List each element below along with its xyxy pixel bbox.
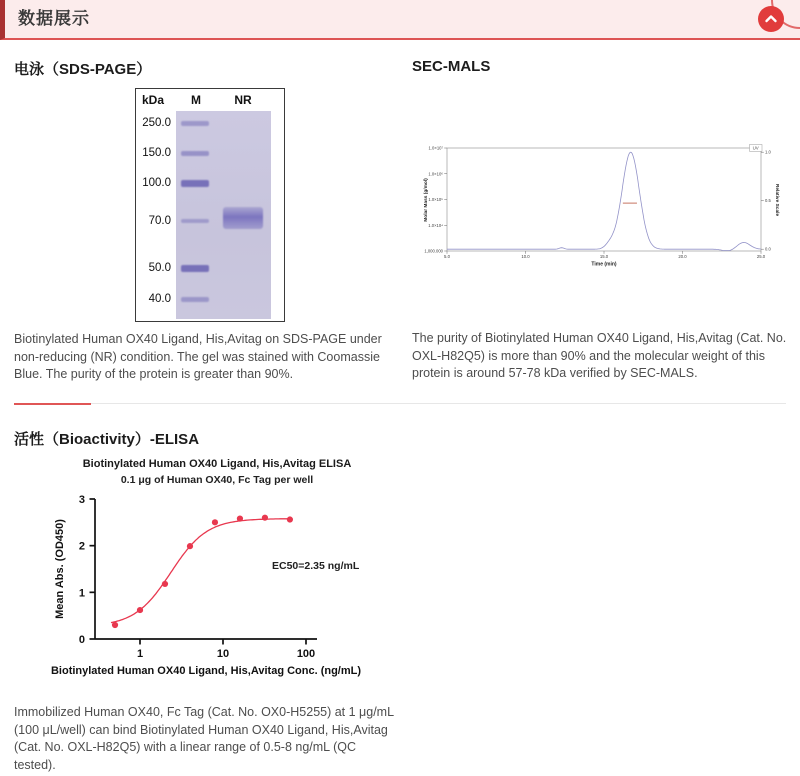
elisa-chart — [30, 488, 370, 683]
elisa-data-point — [237, 516, 243, 522]
svg-text:UV: UV — [752, 145, 759, 151]
section-divider-accent — [14, 403, 91, 405]
gel-unit-label: kDa — [142, 93, 165, 107]
x-axis-title: Biotinylated Human OX40 Ligand, His,Avitag Conc. (ng/mL) — [50, 665, 362, 677]
chevron-up-icon — [762, 10, 780, 28]
x-axis-title: Time (min) — [591, 261, 617, 268]
svg-text:25.0: 25.0 — [756, 253, 766, 259]
gel-marker-band — [181, 151, 209, 156]
section-title-sds-page: 电泳（SDS-PAGE） — [14, 61, 152, 78]
gel-marker-label: 150.0 — [142, 147, 171, 159]
svg-text:3: 3 — [78, 494, 85, 506]
y-axis-title: Mean Abs. (OD450) — [54, 519, 66, 619]
section-divider — [91, 403, 786, 404]
svg-text:1.0×10⁴: 1.0×10⁴ — [428, 222, 443, 228]
elisa-figure — [30, 456, 370, 686]
gel-marker-band — [181, 121, 209, 126]
svg-text:1.0×10⁶: 1.0×10⁶ — [428, 171, 443, 177]
sec-mals-chart — [420, 125, 790, 275]
right-axis-title: Relative Scale — [774, 183, 779, 217]
gel-lane-label-m: M — [191, 93, 201, 107]
svg-text:15.0: 15.0 — [599, 253, 609, 259]
gel-marker-label: 100.0 — [142, 177, 171, 189]
elisa-data-point — [137, 607, 143, 613]
svg-text:1,000.000: 1,000.000 — [424, 248, 443, 254]
elisa-fit-curve — [111, 519, 290, 623]
svg-text:20.0: 20.0 — [678, 253, 687, 259]
sds-page-gel-figure — [135, 88, 285, 322]
gel-marker-label: 70.0 — [148, 215, 171, 227]
gel-nr-band — [223, 207, 263, 229]
svg-text:5.0: 5.0 — [444, 253, 450, 259]
svg-text:1: 1 — [78, 587, 85, 600]
elisa-data-point — [162, 581, 168, 587]
section-title-sec-mals: SEC-MALS — [412, 58, 491, 75]
svg-text:1.0×10⁵: 1.0×10⁵ — [428, 197, 443, 202]
left-axis-title: Molar Mass (g/mol) — [424, 178, 429, 222]
elisa-chart-subtitle: 0.1 μg of Human OX40, Fc Tag per well — [120, 474, 314, 486]
svg-text:1.0: 1.0 — [765, 149, 771, 155]
gel-strip — [176, 111, 271, 319]
gel-marker-band — [181, 219, 209, 223]
elisa-data-point — [112, 622, 118, 628]
gel-marker-label: 250.0 — [142, 117, 171, 129]
back-to-top-button[interactable] — [758, 6, 784, 32]
gel-marker-band — [181, 265, 209, 272]
sec-mals-plot-svg — [420, 125, 790, 275]
svg-text:1: 1 — [136, 648, 144, 660]
elisa-data-point — [287, 516, 293, 522]
svg-text:1.0×10⁷: 1.0×10⁷ — [428, 145, 443, 151]
page-title: 数据展示 — [18, 9, 90, 28]
svg-text:10: 10 — [216, 648, 230, 660]
svg-text:2: 2 — [78, 540, 85, 553]
svg-text:10.0: 10.0 — [521, 253, 530, 259]
page-header — [0, 0, 800, 40]
sec-mals-caption: The purity of Biotinylated Human OX40 Ligand, His,Avitag (Cat. No. OXL-H82Q5) is more than 90% and the molecular weight of this protein is around 57-78 kDa verified by SEC-MALS. — [412, 331, 787, 380]
svg-text:0: 0 — [78, 634, 85, 646]
elisa-data-point — [187, 543, 193, 549]
elisa-chart-title: Biotinylated Human OX40 Ligand, His,Avitag ELISA — [82, 458, 352, 470]
gel-marker-label: 40.0 — [148, 293, 171, 305]
gel-marker-label: 50.0 — [148, 262, 171, 274]
elisa-data-point — [212, 519, 218, 525]
svg-text:0.5: 0.5 — [765, 198, 771, 204]
gel-lane-label-nr: NR — [234, 93, 252, 107]
section-title-elisa: 活性（Bioactivity）-ELISA — [14, 431, 200, 448]
gel-marker-band — [181, 180, 209, 187]
elisa-data-point — [262, 515, 268, 521]
ec50-annotation: EC50=2.35 ng/mL — [272, 560, 360, 572]
svg-text:100: 100 — [296, 648, 316, 660]
sds-page-caption: Biotinylated Human OX40 Ligand, His,Avitag on SDS-PAGE under non-reducing (NR) condition. The gel was stained with Coomassie Blue. The purity of the protein is greater than 90%. — [14, 332, 382, 381]
elisa-plot-svg — [30, 488, 370, 683]
elisa-caption: Immobilized Human OX40, Fc Tag (Cat. No. OX0-H5255) at 1 μg/mL (100 μL/well) can bind Biotinylated Human OX40 Ligand, His,Avitag (Cat. No. OXL-H82Q5) with a linear range of 0.5-8 ng/mL (QC tested). — [14, 705, 394, 772]
svg-text:0.0: 0.0 — [765, 246, 771, 252]
gel-marker-band — [181, 297, 209, 302]
